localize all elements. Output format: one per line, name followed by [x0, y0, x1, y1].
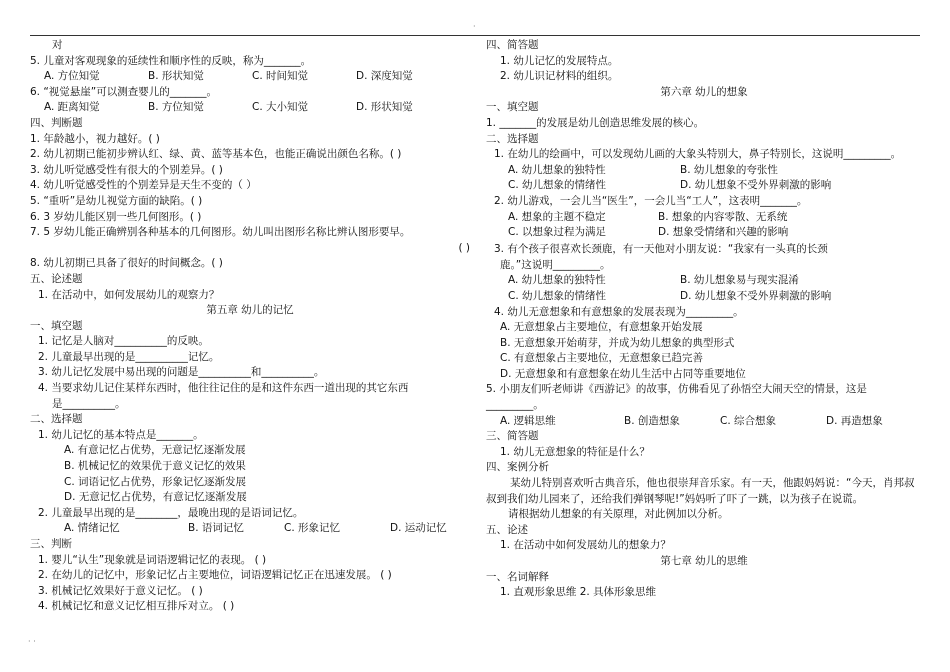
text-line: 一、名词解释 — [486, 570, 549, 583]
option-text: A. 想象的主题不稳定 — [508, 210, 606, 223]
text-line: C. 有意想象占主要地位，无意想象已趋完善 — [500, 352, 704, 365]
text-line: 4. 幼儿无意想象和有意想象的发展表现为_________。 — [494, 305, 744, 318]
option-row — [486, 414, 922, 430]
right-column — [486, 38, 922, 601]
text-line: 1. 幼儿无意想象的特征是什么？ — [500, 445, 650, 458]
text-line: _________。 — [486, 399, 544, 412]
text-line: B. 无意想象开始萌芽，并成为幼儿想象的典型形式 — [500, 336, 735, 349]
option-row — [30, 100, 470, 116]
option-row — [486, 210, 922, 226]
option-text: C. 以想象过程为满足 — [508, 226, 607, 239]
text-line: 四、判断题 — [30, 116, 83, 129]
option-text: C. 大小知觉 — [252, 101, 309, 114]
text-line: 3. 机械记忆效果好于意义记忆。 ( ) — [38, 584, 203, 597]
text-line: 一、填空题 — [486, 101, 539, 114]
text-line: 4. 当要求幼儿记住某样东西时，他往往记住的是和这件东西一道出现的其它东西 — [38, 382, 409, 395]
option-text: D. 深度知觉 — [356, 70, 413, 83]
case-paragraph: 某幼儿特别喜欢听古典音乐，他也很崇拜音乐家。有一天，他跟妈妈说：“今天，肖邦叔叔到我们幼儿园来了，还给我们弹钢琴呢!”妈妈听了吓了一跳，以为孩子在说谎。 — [486, 477, 915, 505]
option-text: D. 幼儿想象不受外界刺激的影响 — [680, 179, 832, 192]
option-row — [30, 69, 470, 85]
option-text: C. 幼儿想象的情绪性 — [508, 289, 607, 302]
option-text: A. 幼儿想象的独特性 — [508, 274, 606, 287]
option-text: D. 形状知觉 — [356, 101, 413, 114]
text-line: 3. 有个孩子很喜欢长颈鹿，有一天他对小朋友说：“我家有一头真的长颈 — [494, 242, 828, 255]
option-text: B. 创造想象 — [624, 414, 680, 427]
option-row — [486, 289, 922, 305]
text-line: 1. 婴儿“认生”现象就是词语逻辑记忆的表现。 ( ) — [38, 553, 267, 566]
text-line: 1. 在活动中，如何发展幼儿的观察力？ — [38, 288, 220, 301]
text-line: 四、简答题 — [486, 39, 539, 51]
text-line: 二、选择题 — [30, 413, 83, 426]
text-line: 2. 在幼儿的记忆中，形象记忆占主要地位，词语逻辑记忆正在迅速发展。 ( ) — [38, 569, 392, 582]
option-text: D. 幼儿想象不受外界刺激的影响 — [680, 289, 832, 302]
text-line: 请根据幼儿想象的有关原理，对此例加以分析。 — [508, 508, 729, 521]
text-line: 鹿。”这说明_________。 — [500, 258, 611, 271]
option-text: B. 幼儿想象的夸张性 — [680, 163, 778, 176]
text-line: 8. 幼儿初期已具备了很好的时间概念。( ) — [30, 257, 223, 270]
option-text: B. 想象的内容零散、无系统 — [658, 210, 788, 223]
header-dot: · — [473, 22, 476, 31]
text-line: 2. 幼儿初期已能初步辨认红、绿、黄、蓝等基本色，也能正确说出颜色名称。( ) — [30, 148, 402, 161]
text-line: 三、判断 — [30, 538, 72, 550]
text-line: 1. 幼儿记忆的基本特点是_______。 — [38, 428, 204, 441]
option-text: B. 幼儿想象易与现实混淆 — [680, 274, 799, 287]
text-line: A. 有意记忆占优势，无意记忆逐渐发展 — [64, 444, 246, 457]
option-text: A. 幼儿想象的独特性 — [508, 163, 606, 176]
text-line: C. 词语记忆占优势，形象记忆逐渐发展 — [64, 475, 247, 488]
text-line: 7. 5 岁幼儿能正确辨别各种基本的几何图形。幼儿叫出图形名称比辨认图形要早。 — [30, 226, 411, 239]
text-line: 对 — [52, 39, 63, 51]
text-line: 是__________。 — [52, 397, 126, 410]
option-text: C. 幼儿想象的情绪性 — [508, 179, 607, 192]
text-line: 5. “重听”是幼儿视觉方面的缺陷。( ) — [30, 194, 203, 207]
text-line: 1. 直观形象思维 2. 具体形象思维 — [500, 586, 657, 599]
text-line: A. 无意想象占主要地位，有意想象开始发展 — [500, 321, 703, 334]
text-line: 一、填空题 — [30, 319, 83, 332]
option-row — [486, 225, 922, 241]
option-text: B. 形状知觉 — [148, 70, 204, 83]
option-row — [486, 163, 922, 179]
text-line: 2. 儿童最早出现的是________，最晚出现的是语词记忆。 — [38, 506, 304, 519]
text-line: 四、案例分析 — [486, 461, 549, 474]
chapter-title: 第五章 幼儿的记忆 — [206, 304, 294, 317]
chapter-title: 第七章 幼儿的思维 — [660, 555, 748, 567]
text-line: 五、论述题 — [30, 272, 83, 285]
option-text: B. 语词记忆 — [188, 522, 244, 535]
text-line: D. 无意记忆占优势，有意记忆逐渐发展 — [64, 491, 247, 504]
option-text: B. 方位知觉 — [148, 101, 204, 114]
chapter-title: 第六章 幼儿的想象 — [660, 85, 748, 98]
option-text: A. 逻辑思维 — [500, 414, 556, 427]
text-line: 1. 在活动中如何发展幼儿的想象力？ — [500, 539, 671, 552]
option-text: A. 距离知觉 — [44, 101, 100, 114]
option-row — [486, 273, 922, 289]
text-line: 1. 在幼儿的绘画中，可以发现幼儿画的大象头特别大，鼻子特别长，这说明_________。 — [494, 148, 902, 161]
option-text: C. 形象记忆 — [284, 522, 341, 535]
text-line: 6. “视觉悬崖”可以测查婴儿的_______。 — [30, 85, 217, 98]
option-row — [486, 178, 922, 194]
option-text: D. 想象受情绪和兴趣的影响 — [658, 226, 789, 239]
option-text: C. 综合想象 — [720, 414, 777, 427]
text-line: 3. 幼儿记忆发展中易出现的问题是__________和__________。 — [38, 366, 325, 379]
text-line: 1. 年龄越小，视力越好。( ) — [30, 132, 160, 145]
option-text: D. 运动记忆 — [390, 522, 447, 535]
text-line: 2. 幼儿游戏，一会儿当“医生”，一会儿当“工人”，这表明_______。 — [494, 194, 808, 207]
text-line: 5. 儿童对客观现象的延续性和顺序性的反映，称为_______。 — [30, 54, 312, 67]
text-line: 1. 幼儿记忆的发展特点。 — [500, 54, 619, 67]
text-line: 4. 机械记忆和意义记忆相互排斥对立。 ( ) — [38, 600, 235, 613]
text-line: 5. 小朋友们听老师讲《西游记》的故事，仿佛看见了孙悟空大闹天空的情景，这是 — [486, 383, 867, 396]
text-line: B. 机械记忆的效果优于意义记忆的效果 — [64, 460, 246, 473]
option-text: A. 方位知觉 — [44, 70, 100, 83]
text-line: 6. 3 岁幼儿能区别一些几何图形。( ) — [30, 210, 202, 223]
text-line: 2. 幼儿识记材料的组织。 — [500, 70, 619, 83]
option-row — [30, 521, 470, 537]
option-text: D. 再造想象 — [826, 414, 883, 427]
text-line: 五、论述 — [486, 523, 528, 536]
option-text: C. 时间知觉 — [252, 70, 309, 83]
text-line: 1. 记忆是人脑对__________的反映。 — [38, 335, 209, 348]
footer-dots: · · — [28, 637, 36, 646]
left-column — [30, 38, 470, 615]
text-line: 2. 儿童最早出现的是__________记忆。 — [38, 350, 220, 363]
text-line: ( ) — [458, 241, 470, 254]
text-line: 3. 幼儿听觉感受性有很大的个别差异。( ) — [30, 163, 223, 176]
text-line: 三、简答题 — [486, 430, 539, 443]
header-rule — [30, 35, 920, 36]
text-line: 二、选择题 — [486, 132, 539, 145]
text-line: 4. 幼儿听觉感受性的个别差异是天生不变的（ ） — [30, 179, 257, 192]
text-line: 1. _______的发展是幼儿创造思维发展的核心。 — [486, 116, 705, 129]
option-text: A. 情绪记忆 — [64, 522, 120, 535]
text-line: D. 无意想象和有意想象在幼儿生活中占同等重要地位 — [500, 367, 746, 380]
